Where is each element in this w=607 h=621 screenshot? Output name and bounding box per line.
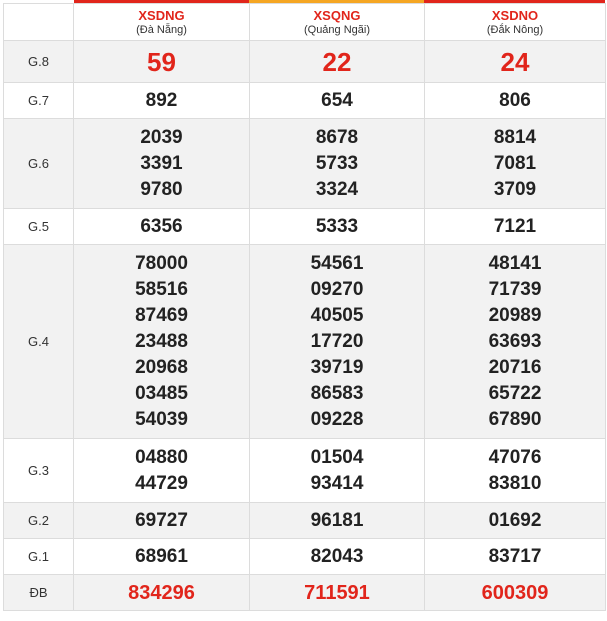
- prize-number: 82043: [310, 545, 364, 567]
- header-blank-cell: [4, 4, 74, 41]
- prize-number: 83810: [488, 472, 542, 494]
- prize-number: 40505: [310, 304, 364, 326]
- prize-cell: [74, 119, 250, 209]
- prize-cell: [74, 539, 250, 575]
- prize-number: 39719: [310, 356, 364, 378]
- prize-number: 54039: [135, 408, 188, 430]
- prize-number: 7081: [493, 152, 537, 174]
- prize-number: 23488: [135, 330, 188, 352]
- prize-number: 67890: [488, 408, 542, 430]
- prize-number: 44729: [135, 472, 188, 494]
- prize-number: 65722: [488, 382, 542, 404]
- prize-number: 96181: [310, 509, 364, 531]
- prize-cell: [425, 83, 606, 119]
- prize-cell: [74, 41, 250, 83]
- prize-number: 47076: [488, 446, 542, 468]
- prize-cell: [250, 209, 425, 245]
- prize-cell: [250, 41, 425, 83]
- prize-cell: [250, 575, 425, 611]
- prize-label: G.1: [4, 539, 74, 575]
- prize-label: G.8: [4, 41, 74, 83]
- prize-number: 20989: [488, 304, 542, 326]
- results-table: [3, 3, 606, 611]
- prize-number: 01504: [310, 446, 364, 468]
- prize-row: [4, 539, 606, 575]
- prize-number: 2039: [140, 126, 183, 148]
- prize-number: 87469: [135, 304, 188, 326]
- prize-number: 09228: [310, 408, 364, 430]
- prize-number: 3324: [315, 178, 359, 200]
- province-code[interactable]: XSDNO: [491, 8, 539, 23]
- prize-row: [4, 83, 606, 119]
- prize-cell: [250, 503, 425, 539]
- prize-cell: [425, 539, 606, 575]
- prize-label: G.7: [4, 83, 74, 119]
- prize-number: 8814: [493, 126, 537, 148]
- prize-number: 71739: [488, 278, 542, 300]
- prize-row: [4, 41, 606, 83]
- prize-number: 9780: [140, 178, 183, 200]
- prize-cell: [250, 83, 425, 119]
- prize-number: 892: [145, 89, 178, 111]
- prize-label: ĐB: [4, 575, 74, 611]
- prize-number: 09270: [310, 278, 364, 300]
- prize-label: G.3: [4, 439, 74, 503]
- prize-number: 68961: [135, 545, 188, 567]
- prize-cell: [74, 245, 250, 439]
- prize-row: [4, 439, 606, 503]
- prize-cell: [74, 209, 250, 245]
- province-name: (Đà Nẵng): [136, 24, 187, 36]
- prize-number: 654: [321, 89, 353, 111]
- prize-cell: [74, 503, 250, 539]
- prize-number: 3391: [140, 152, 183, 174]
- prize-cell: [250, 119, 425, 209]
- prize-number: 58516: [135, 278, 188, 300]
- prize-label: G.4: [4, 245, 74, 439]
- prize-cell: [425, 209, 606, 245]
- prize-number: 5333: [315, 215, 359, 237]
- prize-number: 04880: [135, 446, 188, 468]
- prize-number: 3709: [493, 178, 537, 200]
- province-name: (Đắk Nông): [486, 24, 544, 36]
- prize-number: 20716: [488, 356, 542, 378]
- prize-number: 6356: [140, 215, 183, 237]
- prize-cell: [74, 83, 250, 119]
- prize-cell: [74, 575, 250, 611]
- province-header[interactable]: [74, 4, 250, 41]
- prize-number: 22: [322, 46, 352, 77]
- prize-label: G.6: [4, 119, 74, 209]
- prize-number: 93414: [310, 472, 364, 494]
- prize-cell: [250, 245, 425, 439]
- prize-number: 24: [500, 46, 530, 77]
- prize-cell: [425, 575, 606, 611]
- prize-cell: [425, 503, 606, 539]
- prize-number: 54561: [310, 252, 364, 274]
- prize-number: 20968: [135, 356, 188, 378]
- prize-number: 5733: [315, 152, 359, 174]
- prize-cell: [425, 439, 606, 503]
- prize-number: 69727: [135, 509, 188, 531]
- prize-cell: [250, 439, 425, 503]
- prize-number: 17720: [310, 330, 364, 352]
- province-code[interactable]: XSQNG: [313, 8, 361, 23]
- province-header[interactable]: [250, 4, 425, 41]
- prize-number: 59: [147, 46, 176, 77]
- prize-cell: [425, 245, 606, 439]
- prize-row: [4, 119, 606, 209]
- prize-label: G.2: [4, 503, 74, 539]
- prize-number: 63693: [488, 330, 542, 352]
- prize-row: [4, 575, 606, 611]
- prize-number: 78000: [135, 252, 188, 274]
- prize-row: [4, 209, 606, 245]
- prize-number: 600309: [481, 581, 549, 604]
- province-header[interactable]: [425, 4, 606, 41]
- prize-number: 8678: [315, 126, 359, 148]
- prize-number: 48141: [488, 252, 542, 274]
- prize-number: 7121: [493, 215, 537, 237]
- prize-cell: [425, 119, 606, 209]
- prize-number: 711591: [304, 581, 370, 604]
- prize-number: 806: [499, 89, 531, 111]
- prize-number: 83717: [488, 545, 542, 567]
- prize-cell: [74, 439, 250, 503]
- prize-number: 01692: [488, 509, 542, 531]
- prize-number: 03485: [135, 382, 188, 404]
- prize-number: 834296: [128, 581, 195, 604]
- prize-number: 86583: [310, 382, 364, 404]
- province-name: (Quảng Ngãi): [303, 24, 371, 36]
- province-code[interactable]: XSDNG: [138, 8, 185, 23]
- prize-row: [4, 245, 606, 439]
- prize-label: G.5: [4, 209, 74, 245]
- prize-cell: [250, 539, 425, 575]
- prize-row: [4, 503, 606, 539]
- province-header-row: [4, 4, 606, 41]
- prize-cell: [425, 41, 606, 83]
